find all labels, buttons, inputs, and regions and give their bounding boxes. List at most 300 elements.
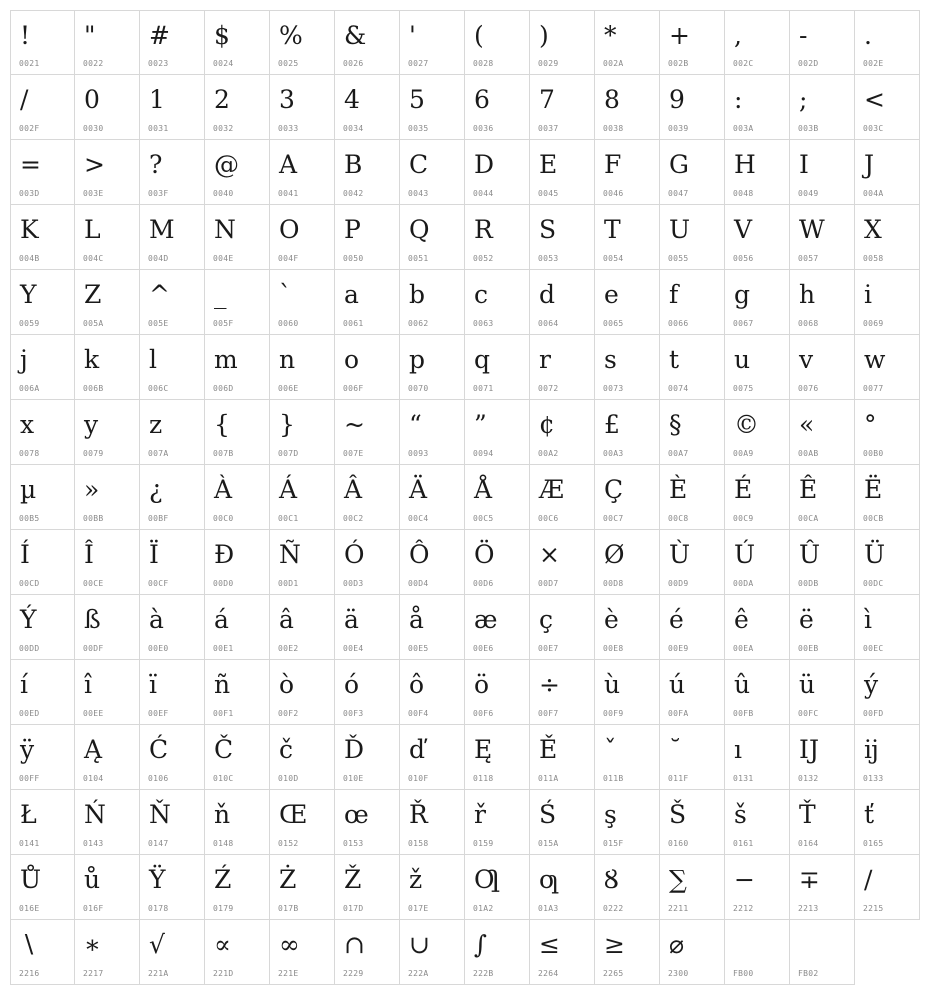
glyph-char: G: [669, 150, 689, 179]
glyph-code: 00E9: [668, 644, 689, 653]
glyph-cell: [140, 140, 205, 205]
glyph-char: Ż: [279, 865, 297, 894]
glyph-cell: [530, 75, 595, 140]
glyph-cell: [790, 205, 855, 270]
glyph-code: 0061: [343, 319, 364, 328]
glyph-cell: [530, 725, 595, 790]
glyph-char: ň: [214, 800, 231, 829]
glyph-code: 0056: [733, 254, 754, 263]
glyph-code: 006A: [19, 384, 40, 393]
glyph-char: Í: [20, 540, 30, 569]
glyph-char: Ú: [734, 540, 756, 569]
glyph-code: 0028: [473, 59, 494, 68]
glyph-code: 004C: [83, 254, 104, 263]
glyph-code: 00CD: [19, 579, 40, 588]
glyph-code: 00C1: [278, 514, 299, 523]
glyph-code: 00F9: [603, 709, 624, 718]
glyph-char: S: [539, 215, 557, 244]
glyph-code: 002D: [798, 59, 819, 68]
glyph-code: 00E1: [213, 644, 234, 653]
glyph-code: 0059: [19, 319, 40, 328]
glyph-cell: [725, 790, 790, 855]
glyph-code: 00A9: [733, 449, 754, 458]
glyph-cell: [790, 790, 855, 855]
glyph-char: =: [20, 150, 41, 179]
glyph-char: b: [409, 280, 426, 309]
glyph-char: 1: [149, 85, 165, 114]
glyph-code: 0160: [668, 839, 689, 848]
glyph-code: 0066: [668, 319, 689, 328]
glyph-char: F: [604, 150, 622, 179]
glyph-cell: [465, 790, 530, 855]
glyph-code: 0050: [343, 254, 364, 263]
glyph-code: 005A: [83, 319, 104, 328]
glyph-char: µ: [20, 475, 37, 504]
glyph-char: ©: [734, 410, 759, 439]
glyph-char: ¿: [149, 475, 163, 504]
glyph-char: ": [84, 21, 96, 50]
glyph-cell: [75, 530, 140, 595]
glyph-char: Ł: [20, 800, 37, 829]
glyph-code: 00CE: [83, 579, 104, 588]
glyph-code: 006E: [278, 384, 299, 393]
glyph-cell: [790, 10, 855, 75]
glyph-cell: [790, 855, 855, 920]
glyph-char: ú: [669, 670, 686, 699]
glyph-code: 00EC: [863, 644, 884, 653]
glyph-code: 2300: [668, 969, 689, 978]
glyph-char: (: [474, 21, 484, 50]
glyph-char: Ř: [409, 800, 428, 829]
glyph-code: 00D7: [538, 579, 559, 588]
glyph-code: 0141: [19, 839, 40, 848]
glyph-char: Ź: [214, 865, 232, 894]
glyph-char: ô: [409, 670, 425, 699]
glyph-char: &: [344, 21, 367, 50]
glyph-code: 0075: [733, 384, 754, 393]
glyph-char: ü: [799, 670, 816, 699]
glyph-char: é: [669, 605, 684, 634]
glyph-code: 2216: [19, 969, 40, 978]
glyph-code: 00B5: [19, 514, 40, 523]
glyph-code: 00D4: [408, 579, 429, 588]
glyph-cell: [335, 335, 400, 400]
glyph-cell: [595, 530, 660, 595]
glyph-code: 0133: [863, 774, 884, 783]
glyph-grid: [10, 10, 920, 985]
glyph-code: 00A7: [668, 449, 689, 458]
glyph-code: 017D: [343, 904, 364, 913]
glyph-char: ∖: [20, 930, 36, 959]
glyph-cell: [725, 400, 790, 465]
glyph-cell: [725, 530, 790, 595]
glyph-cell: [530, 920, 595, 985]
glyph-cell: [400, 270, 465, 335]
glyph-code: 00D6: [473, 579, 494, 588]
glyph-char: ˘: [669, 735, 682, 764]
glyph-cell: [335, 10, 400, 75]
glyph-cell: [270, 335, 335, 400]
glyph-char: ÿ: [20, 735, 35, 764]
glyph-char: x: [20, 410, 35, 439]
glyph-code: 0132: [798, 774, 819, 783]
glyph-char: z: [149, 410, 163, 439]
glyph-cell: [400, 335, 465, 400]
glyph-char: a: [344, 280, 359, 309]
glyph-code: 0051: [408, 254, 429, 263]
glyph-cell: [790, 270, 855, 335]
glyph-cell: [205, 920, 270, 985]
glyph-cell: [335, 725, 400, 790]
glyph-code: 0047: [668, 189, 689, 198]
glyph-cell: [270, 205, 335, 270]
glyph-cell: [140, 465, 205, 530]
glyph-code: 0076: [798, 384, 819, 393]
glyph-code: 00A2: [538, 449, 559, 458]
glyph-cell: [140, 530, 205, 595]
glyph-code: 00AB: [798, 449, 819, 458]
glyph-cell: [205, 10, 270, 75]
glyph-cell: [530, 465, 595, 530]
glyph-char: R: [474, 215, 493, 244]
glyph-char: ö: [474, 670, 490, 699]
glyph-cell: [140, 660, 205, 725]
glyph-char: Ö: [474, 540, 495, 569]
glyph-char: Ÿ: [149, 865, 166, 894]
glyph-code: 0046: [603, 189, 624, 198]
glyph-char: ~: [344, 410, 365, 439]
glyph-cell: [660, 10, 725, 75]
glyph-char: ;: [799, 85, 808, 114]
glyph-code: 0036: [473, 124, 494, 133]
glyph-cell: [270, 725, 335, 790]
glyph-cell: [140, 10, 205, 75]
glyph-char: Ç: [604, 475, 624, 504]
glyph-char: Û: [799, 540, 821, 569]
glyph-char: ş: [604, 800, 617, 829]
glyph-char: ê: [734, 605, 749, 634]
glyph-char: u: [734, 345, 751, 374]
glyph-cell: [140, 920, 205, 985]
glyph-code: 0042: [343, 189, 364, 198]
glyph-char: t: [669, 345, 680, 374]
glyph-code: 0068: [798, 319, 819, 328]
glyph-code: 0027: [408, 59, 429, 68]
glyph-char: -: [799, 21, 808, 50]
glyph-char: ∫: [474, 930, 488, 959]
glyph-code: 00C7: [603, 514, 624, 523]
glyph-code: 00C6: [538, 514, 559, 523]
glyph-code: 00E5: [408, 644, 429, 653]
glyph-cell: [140, 595, 205, 660]
glyph-cell: [75, 725, 140, 790]
glyph-char: <: [864, 85, 885, 114]
glyph-cell: [75, 465, 140, 530]
glyph-cell: [400, 790, 465, 855]
glyph-code: 0071: [473, 384, 494, 393]
glyph-code: 004E: [213, 254, 234, 263]
glyph-code: 016E: [19, 904, 40, 913]
glyph-code: 0026: [343, 59, 364, 68]
glyph-cell: [725, 75, 790, 140]
glyph-cell: [205, 790, 270, 855]
glyph-char: ä: [344, 605, 359, 634]
glyph-char: ó: [344, 670, 360, 699]
glyph-code: 0078: [19, 449, 40, 458]
glyph-code: 0179: [213, 904, 234, 913]
glyph-code: 0072: [538, 384, 559, 393]
glyph-cell: [270, 790, 335, 855]
glyph-cell: [855, 790, 920, 855]
glyph-code: 00A3: [603, 449, 624, 458]
glyph-code: 004A: [863, 189, 884, 198]
glyph-char: ò: [279, 670, 295, 699]
glyph-char: ∪: [409, 930, 430, 959]
glyph-cell: [75, 595, 140, 660]
glyph-char: ∕: [864, 865, 873, 894]
glyph-code: 0070: [408, 384, 429, 393]
glyph-cell: [660, 855, 725, 920]
glyph-cell: [270, 270, 335, 335]
glyph-char: 5: [409, 85, 425, 114]
glyph-char: ): [539, 21, 549, 50]
glyph-code: 00FB: [733, 709, 754, 718]
glyph-code: 0062: [408, 319, 429, 328]
glyph-cell: [205, 855, 270, 920]
glyph-cell: [595, 270, 660, 335]
glyph-char: æ: [474, 605, 498, 634]
glyph-char: Ę: [474, 735, 493, 764]
glyph-cell: [10, 270, 75, 335]
glyph-cell: [205, 660, 270, 725]
glyph-cell: [75, 400, 140, 465]
glyph-char: W: [799, 215, 825, 244]
glyph-code: 0131: [733, 774, 754, 783]
glyph-cell: [335, 205, 400, 270]
glyph-cell: [530, 790, 595, 855]
glyph-cell: [400, 660, 465, 725]
glyph-cell: [595, 75, 660, 140]
glyph-code: 0045: [538, 189, 559, 198]
glyph-code: FB00: [733, 969, 754, 978]
glyph-code: 0055: [668, 254, 689, 263]
glyph-cell: [660, 205, 725, 270]
glyph-char: k: [84, 345, 100, 374]
glyph-code: 222B: [473, 969, 494, 978]
glyph-code: 00C5: [473, 514, 494, 523]
glyph-code: 0118: [473, 774, 494, 783]
glyph-char: Ñ: [279, 540, 301, 569]
glyph-char: î: [84, 670, 92, 699]
glyph-cell: [10, 335, 75, 400]
glyph-code: 002A: [603, 59, 624, 68]
glyph-cell: [205, 595, 270, 660]
glyph-cell: [75, 920, 140, 985]
glyph-char: r: [539, 345, 551, 374]
glyph-code: 004B: [19, 254, 40, 263]
glyph-char: 2: [214, 85, 230, 114]
glyph-cell: [855, 75, 920, 140]
glyph-char: Ð: [214, 540, 235, 569]
glyph-char: Y: [20, 280, 37, 309]
glyph-code: 0093: [408, 449, 429, 458]
glyph-code: 00D3: [343, 579, 364, 588]
glyph-char: è: [604, 605, 619, 634]
glyph-code: 00DA: [733, 579, 754, 588]
glyph-char: ñ: [214, 670, 231, 699]
glyph-code: 002C: [733, 59, 754, 68]
glyph-code: 006D: [213, 384, 234, 393]
glyph-cell: [270, 660, 335, 725]
glyph-cell: [465, 595, 530, 660]
glyph-code: 00F7: [538, 709, 559, 718]
glyph-char: ': [409, 21, 416, 50]
glyph-char: À: [214, 475, 233, 504]
glyph-code: 0034: [343, 124, 364, 133]
glyph-cell: [400, 595, 465, 660]
glyph-char: «: [799, 410, 815, 439]
glyph-char: č: [279, 735, 294, 764]
glyph-code: 005E: [148, 319, 169, 328]
glyph-code: 00FC: [798, 709, 819, 718]
glyph-cell: [465, 660, 530, 725]
glyph-code: 00F4: [408, 709, 429, 718]
glyph-cell: [790, 920, 855, 985]
glyph-cell: [270, 10, 335, 75]
glyph-code: 003C: [863, 124, 884, 133]
glyph-char: ≤: [539, 930, 560, 959]
glyph-code: 01A3: [538, 904, 559, 913]
glyph-cell: [855, 465, 920, 530]
glyph-code: 0147: [148, 839, 169, 848]
glyph-code: 2229: [343, 969, 364, 978]
glyph-code: 01A2: [473, 904, 494, 913]
glyph-cell: [725, 660, 790, 725]
glyph-char: Ń: [84, 800, 106, 829]
glyph-code: 0057: [798, 254, 819, 263]
glyph-code: 00D8: [603, 579, 624, 588]
glyph-code: 0040: [213, 189, 234, 198]
glyph-code: 0063: [473, 319, 494, 328]
glyph-cell: [140, 790, 205, 855]
glyph-char: 9: [669, 85, 685, 114]
glyph-cell: [465, 530, 530, 595]
glyph-char: §: [669, 410, 682, 439]
glyph-char: Ý: [20, 605, 37, 634]
glyph-char: ť: [864, 800, 875, 829]
glyph-cell: [790, 465, 855, 530]
glyph-cell: [335, 530, 400, 595]
glyph-code: 003B: [798, 124, 819, 133]
glyph-code: 00C2: [343, 514, 364, 523]
glyph-char: ë: [799, 605, 814, 634]
glyph-cell: [10, 790, 75, 855]
glyph-cell: [530, 660, 595, 725]
glyph-code: 003E: [83, 189, 104, 198]
glyph-code: 00DC: [863, 579, 884, 588]
glyph-char: ů: [84, 865, 101, 894]
glyph-char: Č: [214, 735, 234, 764]
glyph-code: 005F: [213, 319, 234, 328]
glyph-char: 4: [344, 85, 360, 114]
glyph-cell: [660, 335, 725, 400]
glyph-code: 0025: [278, 59, 299, 68]
glyph-code: 0049: [798, 189, 819, 198]
glyph-code: 00FD: [863, 709, 884, 718]
glyph-code: 00ED: [19, 709, 40, 718]
glyph-code: 015A: [538, 839, 559, 848]
glyph-char: Æ: [539, 475, 565, 504]
glyph-code: 221D: [213, 969, 234, 978]
glyph-code: 0065: [603, 319, 624, 328]
glyph-code: 010D: [278, 774, 299, 783]
glyph-cell: [595, 725, 660, 790]
glyph-cell: [335, 855, 400, 920]
glyph-cell: [660, 270, 725, 335]
glyph-code: 0077: [863, 384, 884, 393]
glyph-cell: [530, 270, 595, 335]
glyph-cell: [725, 595, 790, 660]
glyph-char: œ: [344, 800, 369, 829]
glyph-cell: [400, 530, 465, 595]
glyph-cell: [595, 920, 660, 985]
glyph-cell: [725, 465, 790, 530]
glyph-code: 0030: [83, 124, 104, 133]
glyph-char: È: [669, 475, 688, 504]
glyph-cell: [855, 335, 920, 400]
glyph-cell: [400, 205, 465, 270]
glyph-char: *: [604, 21, 617, 50]
glyph-code: 0104: [83, 774, 104, 783]
glyph-cell: [10, 920, 75, 985]
glyph-cell: [790, 75, 855, 140]
glyph-code: 2264: [538, 969, 559, 978]
glyph-cell: [75, 855, 140, 920]
glyph-cell: [205, 75, 270, 140]
glyph-char: Ü: [864, 540, 886, 569]
glyph-char: :: [734, 85, 743, 114]
glyph-code: 011B: [603, 774, 624, 783]
glyph-char: £: [604, 410, 620, 439]
glyph-char: j: [20, 345, 28, 374]
glyph-code: 00E4: [343, 644, 364, 653]
glyph-char: _: [214, 280, 227, 309]
glyph-cell: [10, 660, 75, 725]
glyph-cell: [270, 920, 335, 985]
glyph-char: p: [409, 345, 426, 374]
glyph-char: %: [279, 21, 303, 50]
glyph-char: Ó: [344, 540, 365, 569]
glyph-code: 00FA: [668, 709, 689, 718]
glyph-cell: [790, 530, 855, 595]
glyph-code: 002F: [19, 124, 40, 133]
glyph-char: O: [279, 215, 300, 244]
glyph-code: 007B: [213, 449, 234, 458]
glyph-char: −: [734, 865, 755, 894]
glyph-code: 016F: [83, 904, 104, 913]
glyph-code: 0033: [278, 124, 299, 133]
glyph-char: Ä: [409, 475, 428, 504]
glyph-cell: [855, 205, 920, 270]
glyph-char: Ś: [539, 800, 557, 829]
glyph-code: 0073: [603, 384, 624, 393]
glyph-code: 0052: [473, 254, 494, 263]
glyph-char: X: [864, 215, 882, 244]
glyph-char: /: [20, 85, 29, 114]
glyph-code: 2265: [603, 969, 624, 978]
glyph-char: o: [344, 345, 360, 374]
glyph-cell: [790, 660, 855, 725]
